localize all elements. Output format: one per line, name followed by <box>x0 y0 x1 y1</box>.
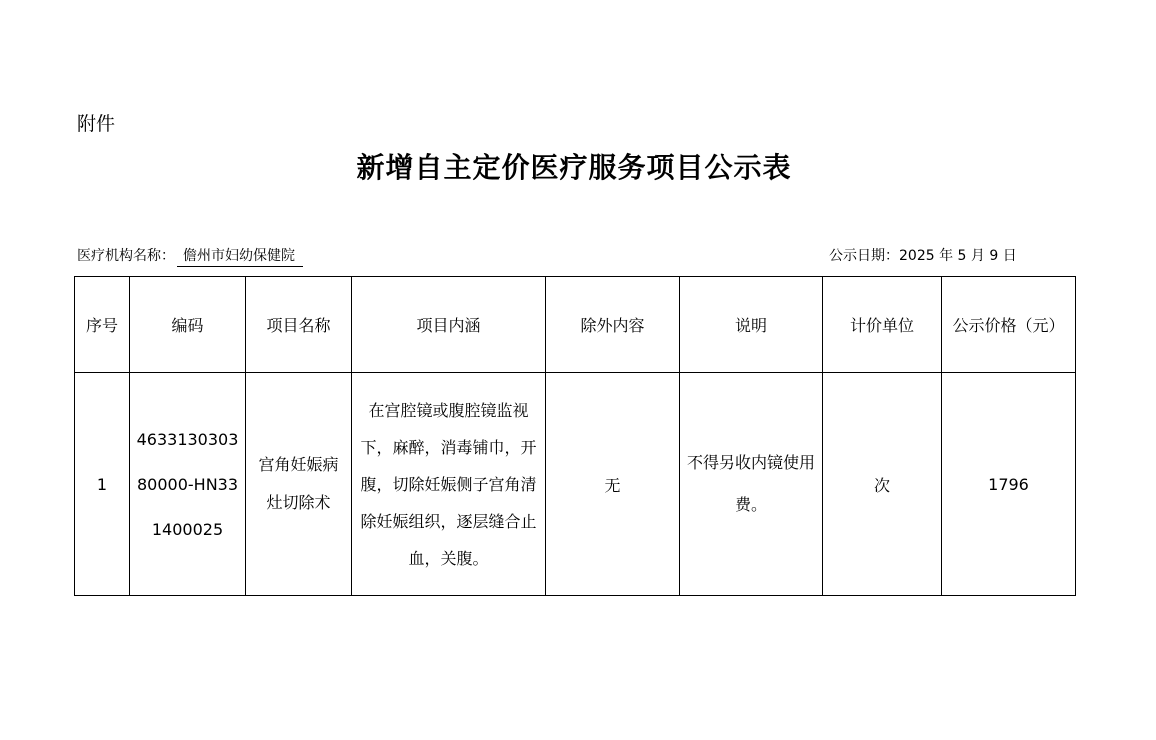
header-code: 编码 <box>130 277 246 373</box>
attachment-label: 附件 <box>77 113 116 135</box>
cell-unit: 次 <box>823 373 942 596</box>
header-exclusions: 除外内容 <box>546 277 680 373</box>
publish-date-line <box>829 245 1017 265</box>
publish-date-label: 公示日期： <box>829 248 899 264</box>
cell-index: 1 <box>75 373 130 596</box>
table-header-row <box>75 277 1076 373</box>
cell-code: 463313030380000-HN331400025 <box>130 373 246 596</box>
header-note: 说明 <box>680 277 823 373</box>
header-content: 项目内涵 <box>352 277 546 373</box>
cell-note: 不得另收内镜使用费。 <box>680 373 823 596</box>
publish-date-value: 2025 年 5 月 9 日 <box>899 248 1017 264</box>
table-row <box>75 373 1076 596</box>
institution-line <box>77 245 303 267</box>
header-price: 公示价格（元） <box>942 277 1076 373</box>
document-title: 新增自主定价医疗服务项目公示表 <box>356 151 792 184</box>
cell-content: 在宫腔镜或腹腔镜监视下，麻醉，消毒铺巾，开腹，切除妊娠侧子宫角清除妊娠组织，逐层缝合止血，关腹。 <box>352 373 546 596</box>
cell-name: 宫角妊娠病灶切除术 <box>246 373 352 596</box>
pricing-table <box>74 276 1076 596</box>
header-name: 项目名称 <box>246 277 352 373</box>
institution-name: 儋州市妇幼保健院 <box>177 245 303 267</box>
header-index: 序号 <box>75 277 130 373</box>
cell-exclusions: 无 <box>546 373 680 596</box>
cell-price: 1796 <box>942 373 1076 596</box>
institution-label: 医疗机构名称： <box>77 248 175 264</box>
header-unit: 计价单位 <box>823 277 942 373</box>
